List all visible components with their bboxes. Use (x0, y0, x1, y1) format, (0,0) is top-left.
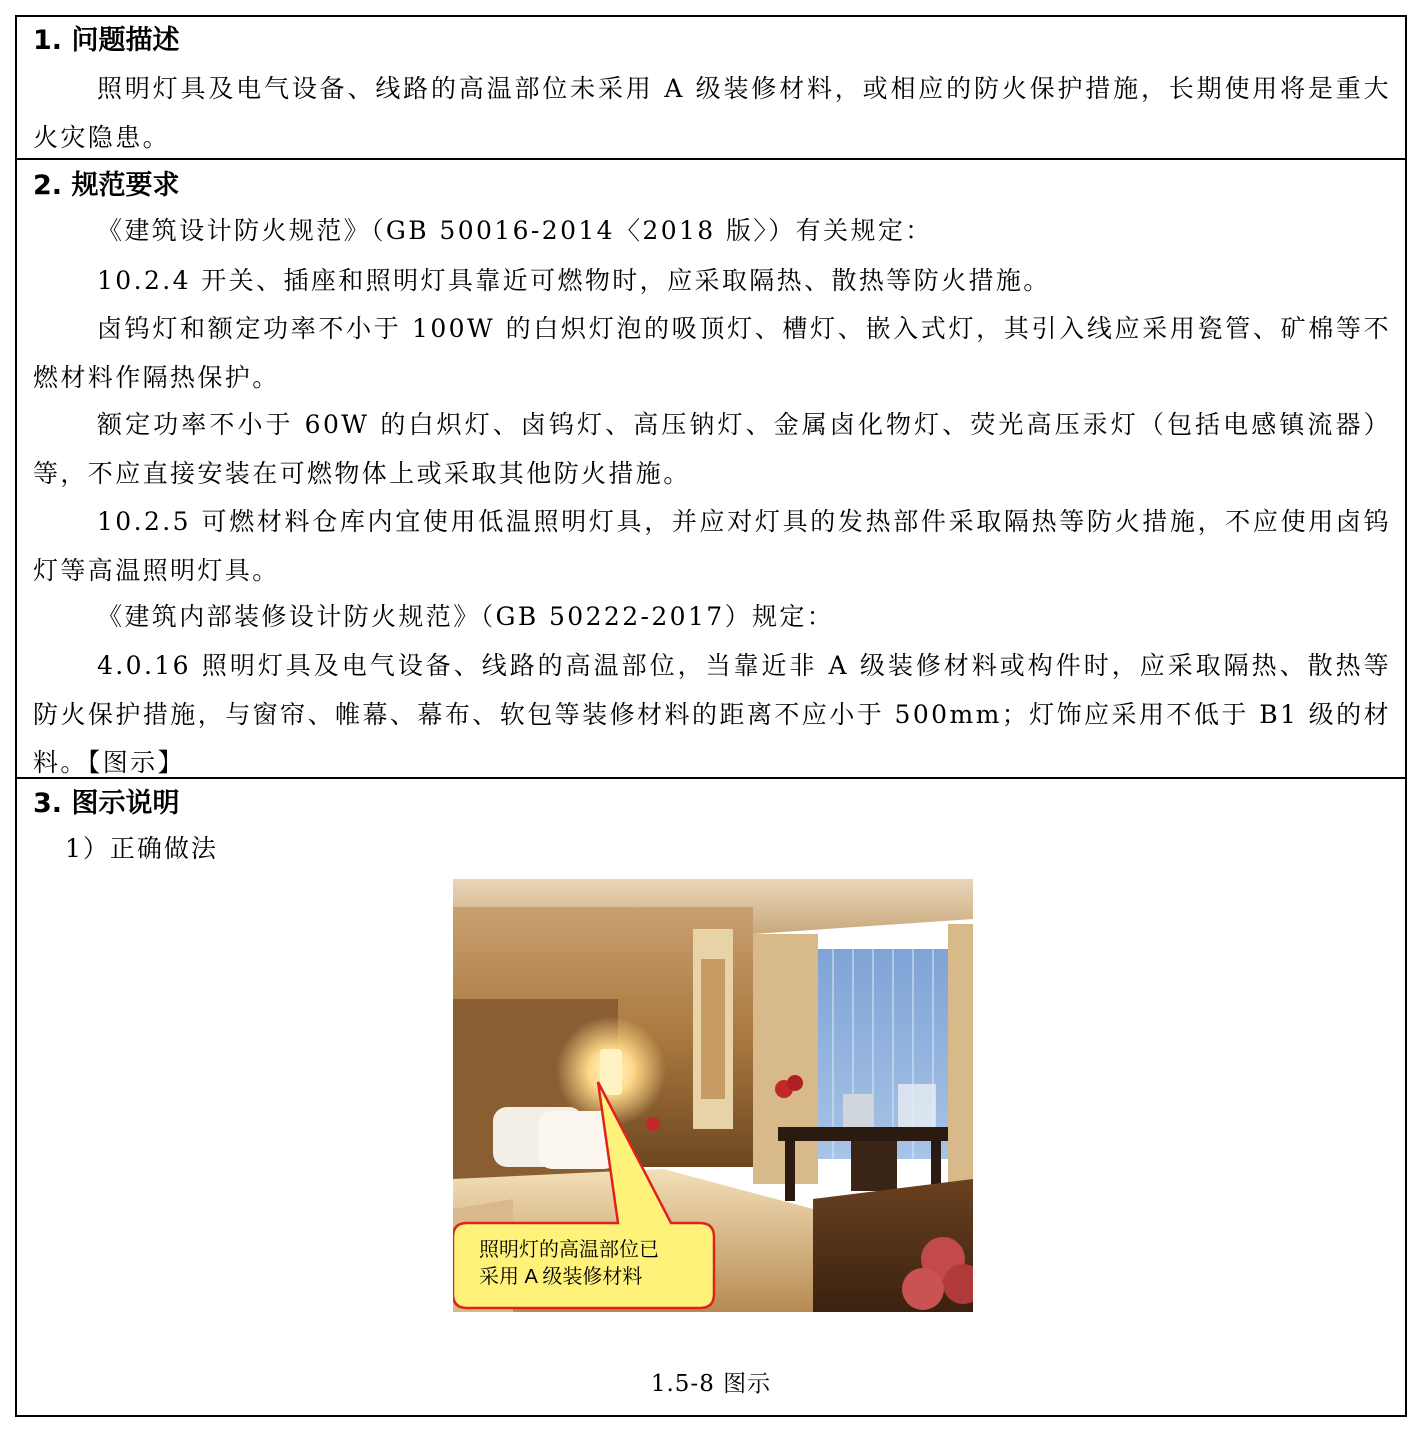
paragraph: 照明灯具及电气设备、线路的高温部位未采用 A 级装修材料，或相应的防火保护措施，长期使用将是重大火灾隐患。 (33, 74, 1391, 152)
section-illustration (17, 779, 1405, 1417)
section-requirements (17, 160, 1405, 779)
paragraph: 《建筑设计防火规范》（GB 50016-2014〈2018 版〉）有关规定： (97, 216, 933, 245)
callout-text: 照明灯的高温部位已 采用 A 级装修材料 (479, 1239, 659, 1288)
paragraph: 《建筑内部装修设计防火规范》（GB 50222-2017）规定： (97, 602, 835, 631)
section-heading: 2. 规范要求 (33, 170, 180, 201)
paragraph: 4.0.16 照明灯具及电气设备、线路的高温部位，当靠近非 A 级装修材料或构件时，应采取隔热、散热等防火保护措施，与窗帘、帷幕、幕布、软包等装修材料的距离不应小于 500mm；灯饰应采用不低于 B1 级的材料。【图示】 (33, 651, 1391, 777)
section-problem (17, 17, 1405, 160)
section-heading: 1. 问题描述 (33, 25, 180, 56)
hotel-room-photo (453, 879, 973, 1312)
paragraph: 额定功率不小于 60W 的白炽灯、卤钨灯、高压钠灯、金属卤化物灯、荧光高压汞灯（包括电感镇流器）等，不应直接安装在可燃物体上或采取其他防火措施。 (33, 410, 1391, 488)
section-heading: 3. 图示说明 (33, 788, 180, 819)
paragraph: 10.2.5 可燃材料仓库内宜使用低温照明灯具，并应对灯具的发热部件采取隔热等防火措施，不应使用卤钨灯等高温照明灯具。 (33, 507, 1391, 585)
paragraph: 10.2.4 开关、插座和照明灯具靠近可燃物时，应采取隔热、散热等防火措施。 (97, 266, 1051, 295)
figure-caption: 1.5-8 图示 (650, 1371, 772, 1397)
document-frame (15, 15, 1407, 1417)
subheading-correct-practice: 1）正确做法 (65, 834, 218, 863)
paragraph: 卤钨灯和额定功率不小于 100W 的白炽灯泡的吸顶灯、槽灯、嵌入式灯，其引入线应采用瓷管、矿棉等不燃材料作隔热保护。 (33, 314, 1391, 392)
